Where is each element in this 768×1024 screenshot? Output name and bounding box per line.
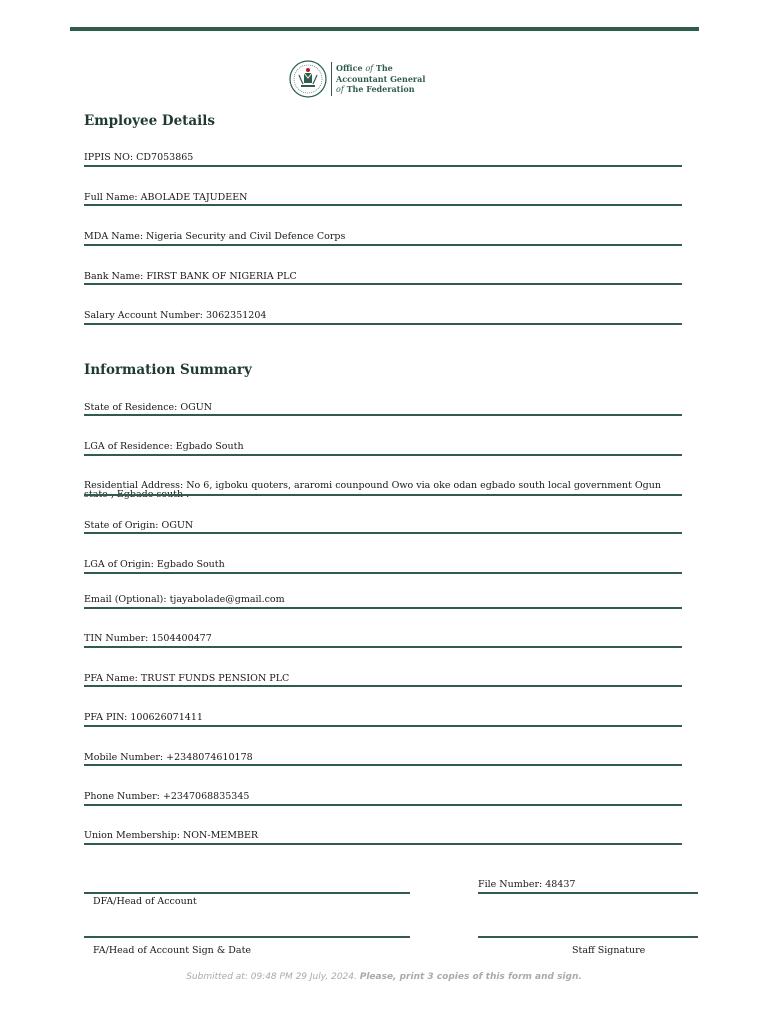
field-ippis-no: IPPIS NO: CD7053865 (84, 152, 682, 163)
field-underline (84, 843, 682, 845)
field-underline (84, 244, 682, 246)
field-underline (84, 764, 682, 766)
top-rule (70, 27, 699, 31)
field-salary-account: Salary Account Number: 3062351204 (84, 310, 682, 321)
field-underline (84, 323, 682, 325)
field-underline (84, 165, 682, 167)
information-summary-title: Information Summary (84, 362, 252, 378)
field-underline (84, 204, 682, 206)
field-residential-address: Residential Address: No 6, igboku quoters, araromi counpound Owo via oke odan egbado south local government Ogun (84, 481, 682, 499)
field-tin-number: TIN Number: 1504400477 (84, 633, 682, 644)
field-bank-name: Bank Name: FIRST BANK OF NIGERIA PLC (84, 271, 682, 282)
footer-note: Submitted at: 09:48 PM 29 July, 2024. Please, print 3 copies of this form and sign. (186, 972, 582, 982)
field-full-name: Full Name: ABOLADE TAJUDEEN (84, 192, 682, 203)
field-pfa-name: PFA Name: TRUST FUNDS PENSION PLC (84, 673, 682, 684)
field-underline (84, 572, 682, 574)
field-underline (84, 607, 682, 609)
logo-text: Office of The Accountant General of The Federation (336, 63, 426, 94)
field-underline (84, 725, 682, 727)
field-mobile-number: Mobile Number: +2348074610178 (84, 752, 682, 763)
field-lga-of-origin: LGA of Origin: Egbado South (84, 559, 682, 570)
logo-divider (331, 62, 332, 96)
field-pfa-pin: PFA PIN: 100626071411 (84, 712, 682, 723)
staff-signature-label: Staff Signature (572, 945, 646, 956)
field-underline (84, 494, 682, 496)
field-underline (84, 532, 682, 534)
field-phone-number: Phone Number: +2347068835345 (84, 791, 682, 802)
dfa-signature-line (84, 892, 410, 894)
field-underline (84, 454, 682, 456)
dfa-head-label: DFA/Head of Account (93, 896, 197, 907)
fa-head-sign-line (84, 936, 410, 938)
field-underline (84, 804, 682, 806)
coat-of-arms-seal-icon (289, 60, 327, 98)
field-state-of-origin: State of Origin: OGUN (84, 520, 682, 531)
field-underline (84, 646, 682, 648)
employee-details-title: Employee Details (84, 113, 216, 129)
field-union-membership: Union Membership: NON-MEMBER (84, 830, 682, 841)
field-underline (84, 685, 682, 687)
field-underline (84, 414, 682, 416)
fa-head-sign-label: FA/Head of Account Sign & Date (93, 945, 252, 956)
staff-signature-line (478, 936, 698, 938)
field-state-of-residence: State of Residence: OGUN (84, 402, 682, 413)
file-number-line (478, 892, 698, 894)
file-number: File Number: 48437 (478, 879, 576, 890)
oagf-logo (289, 60, 425, 98)
field-email: Email (Optional): tjayabolade@gmail.com (84, 594, 682, 605)
field-mda-name: MDA Name: Nigeria Security and Civil Defence Corps (84, 231, 682, 242)
field-lga-of-residence: LGA of Residence: Egbado South (84, 441, 682, 452)
field-underline (84, 283, 682, 285)
